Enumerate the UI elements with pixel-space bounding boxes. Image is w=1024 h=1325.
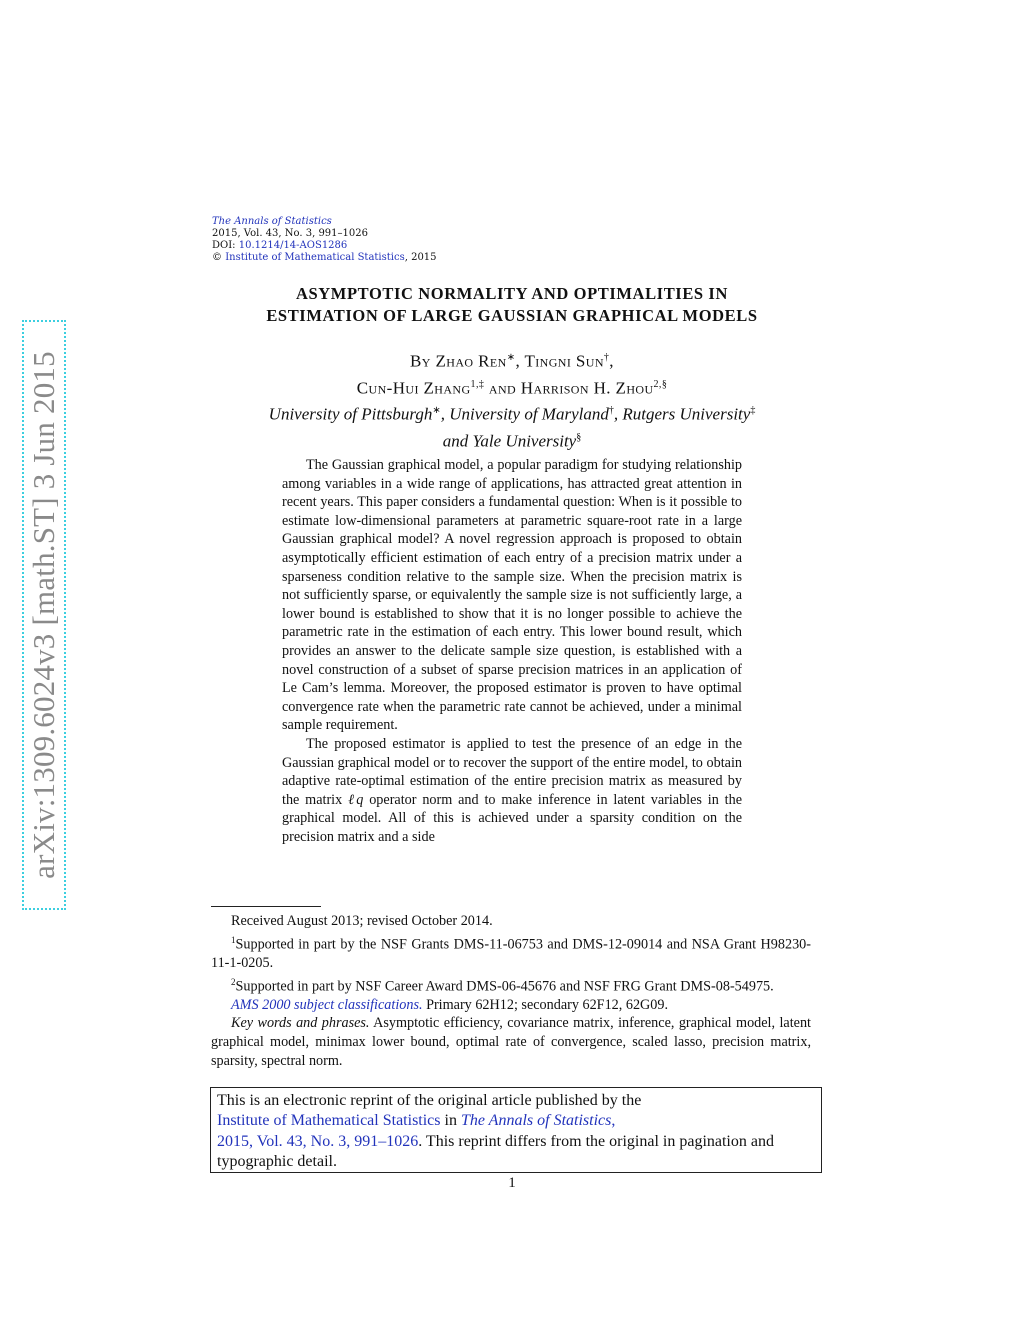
reprint-notice xyxy=(210,1087,822,1173)
author-name: Cun-Hui Zhang xyxy=(356,378,471,398)
footnote-rule xyxy=(211,906,321,907)
footnote-2 xyxy=(211,973,811,996)
journal-name-link[interactable]: The Annals of Statistics xyxy=(212,216,332,227)
doi-label: DOI: xyxy=(212,240,239,251)
author-mark: † xyxy=(603,352,610,363)
reprint-text: . This reprint differs from the original in pagination and typographic detail. xyxy=(217,1132,774,1171)
reprint-text: This is an electronic reprint of the original article published by the xyxy=(217,1092,642,1109)
ams-text: Primary 62H12; secondary 62F12, 62G09. xyxy=(422,996,669,1013)
by-label: By xyxy=(410,351,431,371)
footnote-1 xyxy=(211,931,811,973)
and-label: and xyxy=(488,378,517,398)
affiliation: University of Pittsburgh xyxy=(268,404,433,424)
math-lq: ℓq xyxy=(348,791,364,808)
arxiv-stamp xyxy=(22,320,66,910)
affiliation: Rutgers University xyxy=(622,404,751,424)
reprint-journal-link[interactable]: The Annals of Statistics xyxy=(460,1112,612,1130)
affiliation-mark: § xyxy=(576,431,582,443)
affiliation: University of Maryland xyxy=(449,404,609,424)
copyright-symbol: © xyxy=(212,252,222,263)
keywords xyxy=(211,1014,811,1070)
arxiv-stamp-text: arXiv:1309.6024v3 [math.ST] 3 Jun 2015 xyxy=(26,351,61,879)
affiliations: University of Pittsburgh∗, University of Maryland†, Rutgers University‡ and Yale University§ xyxy=(268,404,756,451)
footnote-text: Supported in part by the NSF Grants DMS-11-06753 and DMS-12-09014 and NSA Grant H98230-11-1-0205. xyxy=(211,936,811,971)
abstract xyxy=(282,456,742,846)
footnote-mark: 2 xyxy=(231,976,236,987)
title-line-2: ESTIMATION OF LARGE GAUSSIAN GRAPHICAL MODELS xyxy=(266,306,758,325)
abstract-paragraph-2 xyxy=(282,735,742,847)
reprint-citation-link[interactable]: 2015, Vol. 43, No. 3, 991–1026 xyxy=(217,1132,419,1150)
paper-title xyxy=(200,283,824,327)
footnotes xyxy=(211,912,811,1070)
reprint-comma: , xyxy=(611,1112,616,1130)
ams-classification xyxy=(211,996,811,1015)
doi-link[interactable]: 10.1214/14-AOS1286 xyxy=(238,240,348,251)
affiliation-mark: † xyxy=(608,405,614,416)
copyright-year: , 2015 xyxy=(404,252,437,263)
author-list: By Zhao Ren∗, Tingni Sun†, Cun-Hui Zhang$^{1,\ddagger}$ and Harrison H. Zhou$^{2,\S}$ xyxy=(356,351,668,398)
affiliation-mark: ‡ xyxy=(750,405,756,416)
received-note: Received August 2013; revised October 2014. xyxy=(231,913,493,929)
keywords-text: Asymptotic efficiency, covariance matrix, inference, graphical model, latent graphical model, minimax lower bound, optimal rate of convergence, scaled lasso, precision matrix, sparsity, spectral norm. xyxy=(211,1015,811,1069)
author-name: Zhao Ren xyxy=(435,351,507,371)
author-mark: ∗ xyxy=(506,352,516,363)
author-mark: 2,§ xyxy=(653,378,668,390)
affiliation: Yale University xyxy=(472,431,577,451)
author-mark: 1,‡ xyxy=(470,378,485,390)
page-number: 1 xyxy=(508,1175,516,1191)
abstract-paragraph-1: The Gaussian graphical model, a popular paradigm for studying relationship among variables in a wide range of applications, has attracted great attention in recent years. This paper considers a fundamental question: When is it possible to estimate low-dimensional parameters at parametric square-root rate in a large Gaussian graphical model? A novel regression approach is proposed to obtain asymptotically efficient estimation of each entry of a precision matrix under a sparseness condition relative to the sample size. When the precision matrix is not sufficiently sparse, or equivalently the sample size is not sufficiently large, a lower bound is established to show that it is no longer possible to achieve the parametric rate in the estimation of each entry. This lower bound result, which provides an answer to the delicate sample size question, is established with a novel construction of a subset of sparse precision matrices in an application of Le Cam’s lemma. Moreover, the proposed estimator is proven to have optimal convergence rate when the parametric rate cannot be achieved, under a minimal sample requirement. xyxy=(282,457,742,734)
abstract-text: The proposed estimator is applied to test the presence of an edge in the Gaussian graphical model or to recover the support of the entire model, to obtain adaptive rate-optimal estimation of the entire precision matrix as measured by the matrix xyxy=(282,735,742,808)
publisher-link[interactable]: Institute of Mathematical Statistics xyxy=(225,252,405,263)
reprint-in: in xyxy=(440,1112,461,1130)
journal-volume: 2015, Vol. 43, No. 3, 991–1026 xyxy=(212,228,368,239)
author-name: Tingni Sun xyxy=(524,351,604,371)
footnote-mark: 1 xyxy=(231,934,236,945)
abstract-text: operator norm and to make inference in latent variables in the graphical model. All of this is achieved under a sparsity condition on the precision matrix and a side xyxy=(282,791,742,845)
title-line-1: ASYMPTOTIC NORMALITY AND OPTIMALITIES IN xyxy=(296,284,728,303)
author-name: Harrison H. Zhou xyxy=(520,378,654,398)
ams-link[interactable]: AMS 2000 subject classifications. xyxy=(231,996,423,1013)
journal-header xyxy=(212,216,437,264)
and-label: and xyxy=(442,431,469,451)
keywords-label: Key words and phrases. xyxy=(231,1015,370,1032)
footnote-text: Supported in part by NSF Career Award DMS-06-45676 and NSF FRG Grant DMS-08-54975. xyxy=(235,978,774,995)
affiliation-mark: ∗ xyxy=(432,405,441,416)
reprint-publisher-link[interactable]: Institute of Mathematical Statistics xyxy=(217,1112,441,1130)
